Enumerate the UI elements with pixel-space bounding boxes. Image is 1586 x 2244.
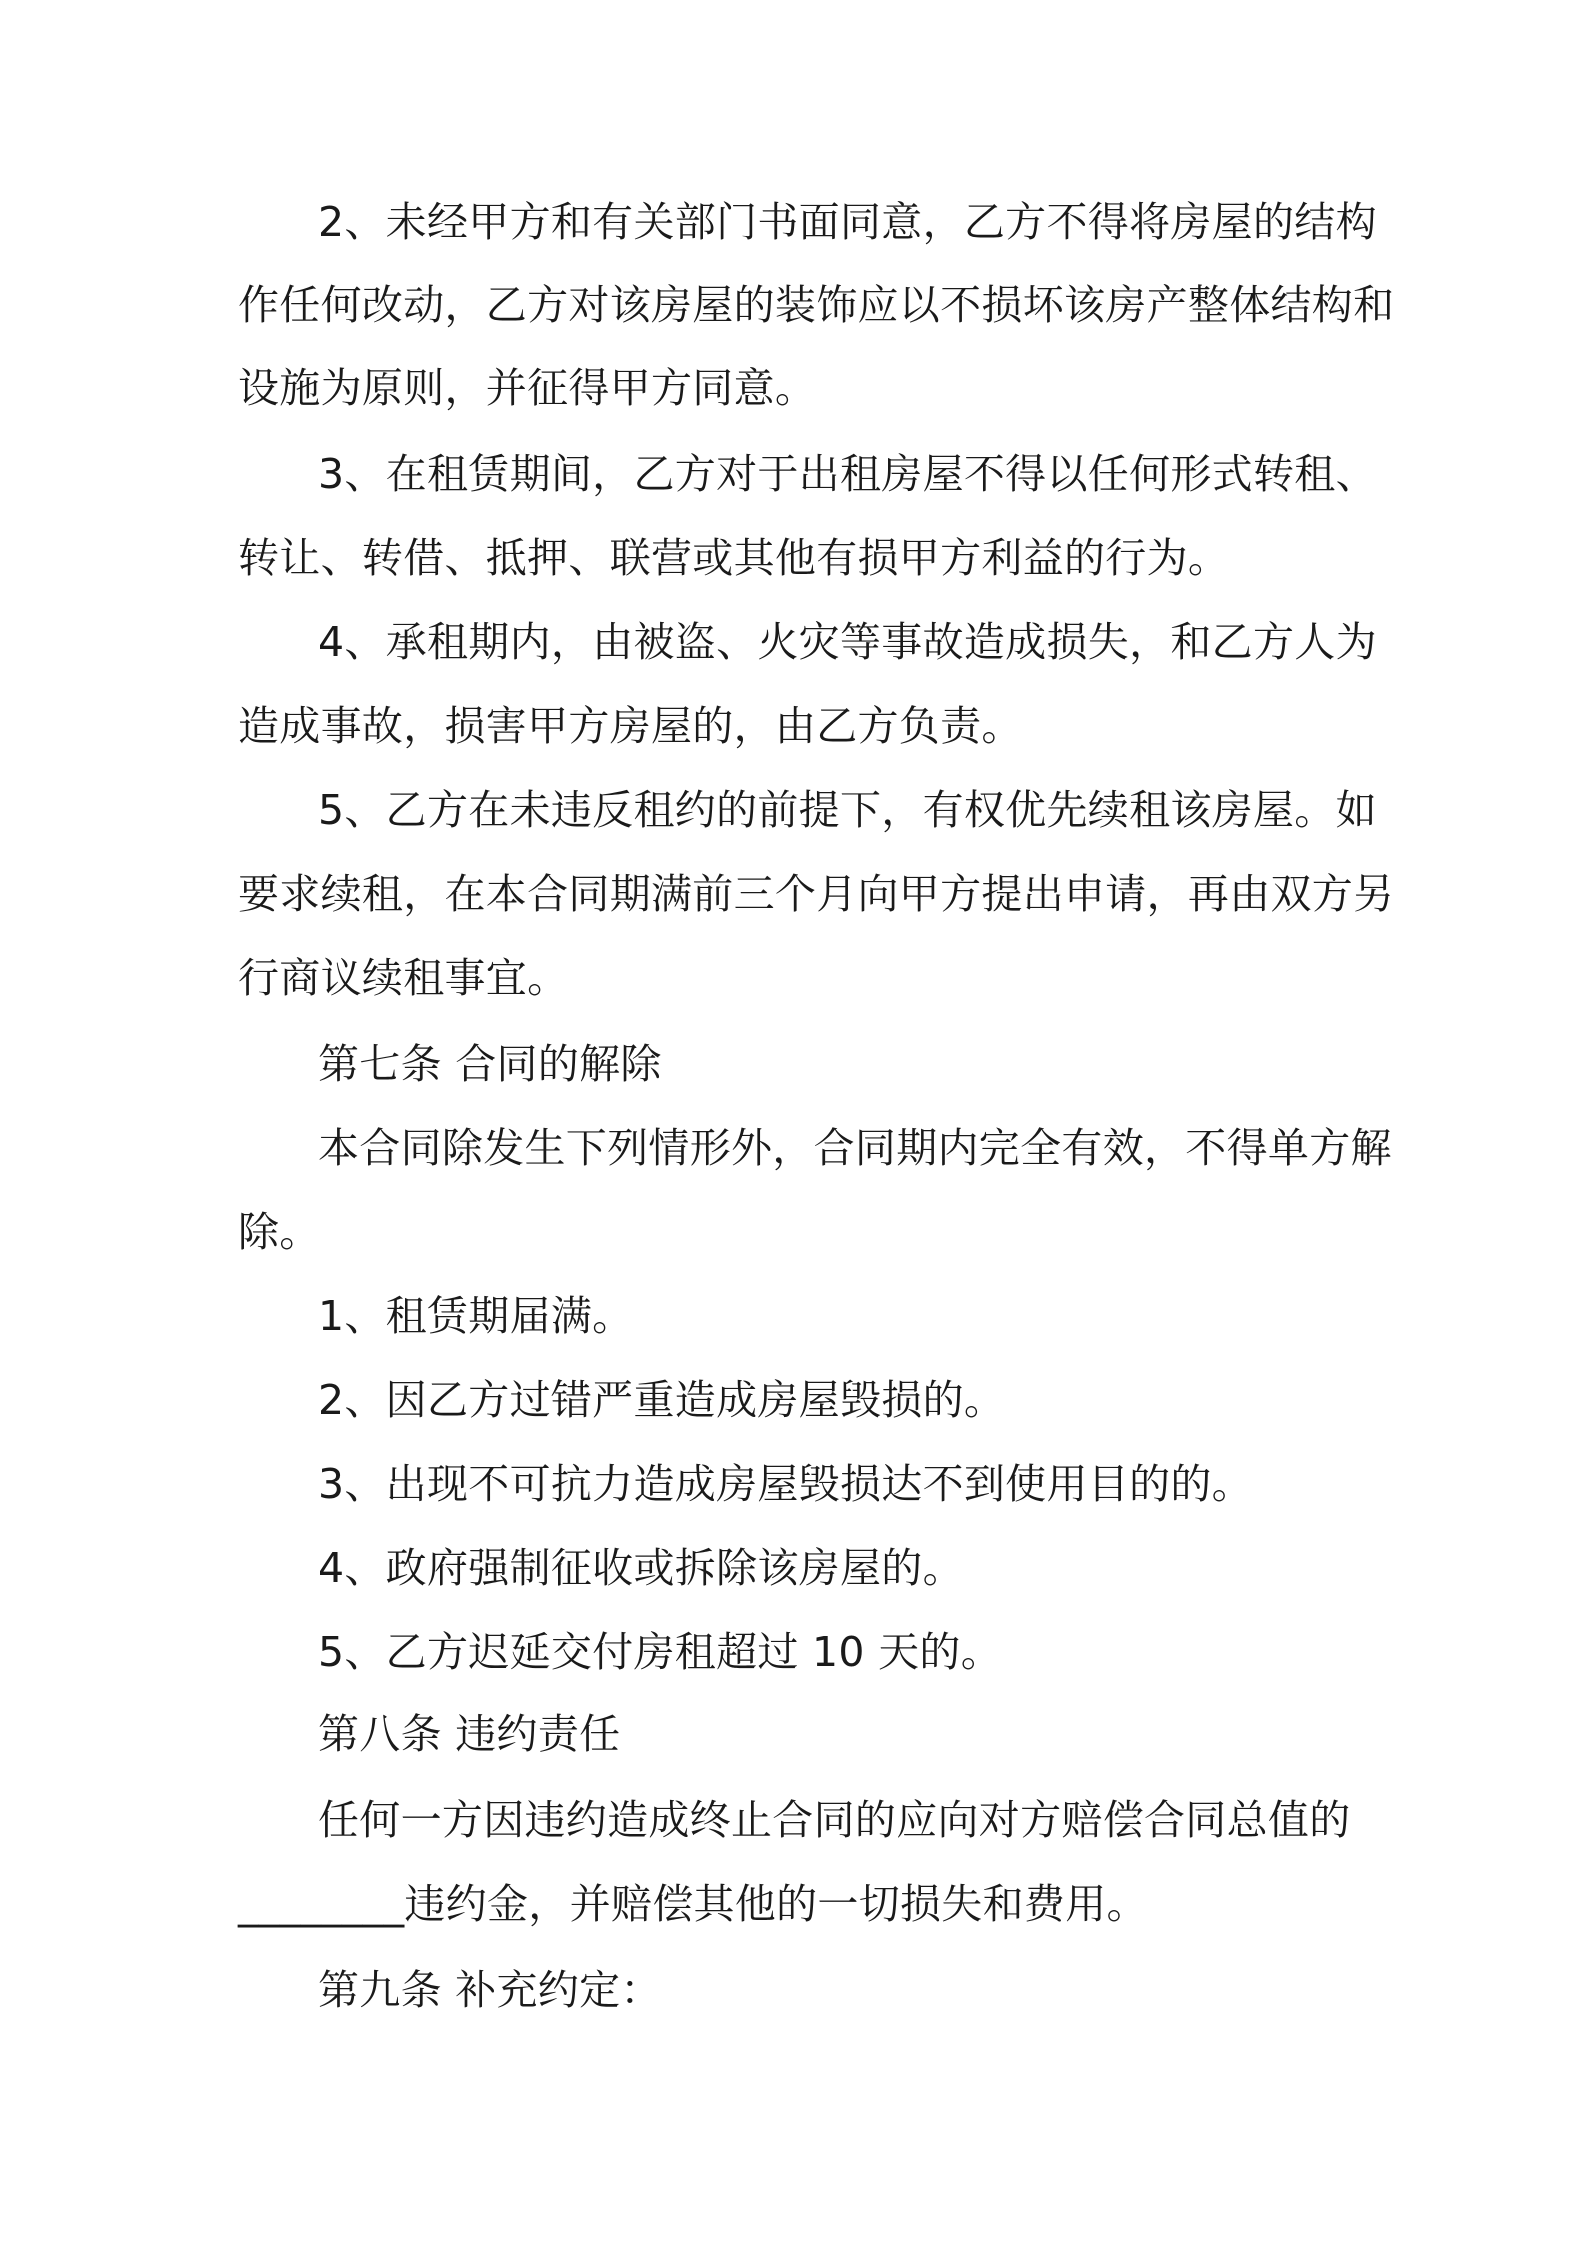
- text-line: 任何一方因违约造成终止合同的应向对方赔偿合同总值的: [318, 1796, 1351, 1844]
- text-line: 3、在租赁期间，乙方对于出租房屋不得以任何形式转租、: [318, 450, 1377, 498]
- text-line: 除。: [238, 1208, 321, 1256]
- section-heading: 第九条 补充约定：: [318, 1966, 662, 2014]
- text-line: 2、未经甲方和有关部门书面同意，乙方不得将房屋的结构: [318, 198, 1377, 246]
- list-item: 4、政府强制征收或拆除该房屋的。: [318, 1544, 964, 1592]
- text-line: ________违约金，并赔偿其他的一切损失和费用。: [238, 1880, 1148, 1928]
- list-item: 2、因乙方过错严重造成房屋毁损的。: [318, 1376, 1006, 1424]
- section-heading: 第八条 违约责任: [318, 1710, 621, 1758]
- list-item: 5、乙方迟延交付房租超过 10 天的。: [318, 1628, 1003, 1676]
- list-item: 1、租赁期届满。: [318, 1292, 634, 1340]
- text-line: 作任何改动，乙方对该房屋的装饰应以不损坏该房产整体结构和: [238, 281, 1395, 329]
- text-line: 设施为原则，并征得甲方同意。: [238, 364, 817, 412]
- text-line: 转让、转借、抵押、联营或其他有损甲方利益的行为。: [238, 534, 1230, 582]
- text-line: 4、承租期内，由被盗、火灾等事故造成损失，和乙方人为: [318, 618, 1377, 666]
- text-line: 本合同除发生下列情形外，合同期内完全有效，不得单方解: [318, 1124, 1392, 1172]
- text-line: 行商议续租事宜。: [238, 954, 569, 1002]
- text-line: 5、乙方在未违反租约的前提下，有权优先续租该房屋。如: [318, 786, 1377, 834]
- text-line: 造成事故，损害甲方房屋的，由乙方负责。: [238, 702, 1023, 750]
- list-item: 3、出现不可抗力造成房屋毁损达不到使用目的的。: [318, 1460, 1253, 1508]
- text-line: 要求续租，在本合同期满前三个月向甲方提出申请，再由双方另: [238, 870, 1395, 918]
- section-heading: 第七条 合同的解除: [318, 1040, 662, 1088]
